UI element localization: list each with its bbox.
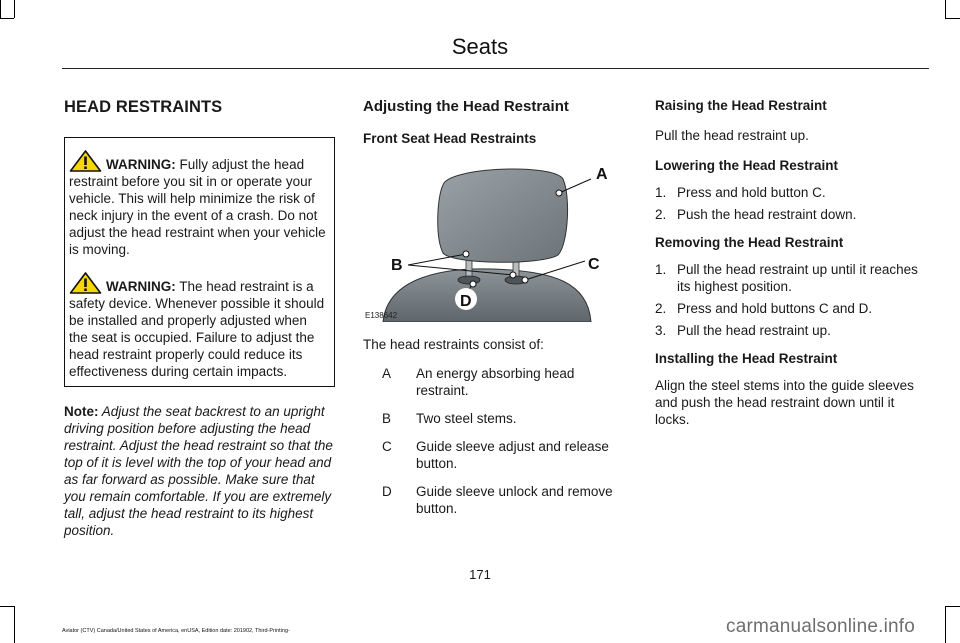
warning-label: WARNING: bbox=[106, 279, 176, 294]
warning-text: Fully adjust the head restraint before you sit in or operate your vehicle. This will help minimize the risk of neck injury in the event of a crash. Do not adjust the head restraint when your vehicle is moving. bbox=[69, 157, 326, 257]
column-right bbox=[655, 92, 927, 440]
page-header-title: Seats bbox=[451, 34, 509, 59]
callout-C: C bbox=[588, 256, 600, 273]
legend-item bbox=[363, 410, 625, 427]
column-middle bbox=[363, 92, 625, 528]
figure-code: E138642 bbox=[365, 311, 398, 320]
warning-triangle-icon bbox=[69, 272, 102, 294]
legend-key: B bbox=[382, 411, 392, 426]
legend-text: Guide sleeve unlock and remove button. bbox=[416, 484, 613, 516]
head-restraint-drawing bbox=[363, 157, 625, 322]
legend-text: An energy absorbing head restraint. bbox=[416, 366, 575, 398]
warning-1 bbox=[69, 150, 329, 258]
step-number: 1. bbox=[655, 185, 667, 200]
warning-text: The head restraint is a safety device. Whenever possible it should be installed and properly adjusted when the seat is occupied. Failure to adjust the head restraint properly could reduce its effectiveness during certain impacts. bbox=[69, 279, 325, 379]
legend-item bbox=[363, 438, 625, 472]
callout-A: A bbox=[596, 166, 608, 183]
removing-steps bbox=[655, 261, 927, 339]
note-label: Note: bbox=[64, 404, 99, 419]
warning-label: WARNING: bbox=[106, 157, 176, 172]
raising-text: Pull the head restraint up. bbox=[655, 128, 809, 143]
step-text: Press and hold button C. bbox=[677, 185, 826, 200]
legend-list bbox=[363, 365, 625, 517]
step-number: 1. bbox=[655, 262, 667, 277]
subsection-title: Adjusting the Head Restraint bbox=[363, 98, 569, 115]
column-left bbox=[64, 92, 335, 551]
crop-mark bbox=[14, 606, 15, 643]
step-number: 3. bbox=[655, 323, 667, 338]
installing-title: Installing the Head Restraint bbox=[655, 351, 838, 366]
callout-B: B bbox=[391, 257, 403, 274]
legend-intro: The head restraints consist of: bbox=[363, 337, 544, 352]
figure-heading: Front Seat Head Restraints bbox=[363, 131, 537, 146]
removing-title: Removing the Head Restraint bbox=[655, 235, 844, 250]
legend-key: A bbox=[382, 366, 392, 381]
legend-text: Guide sleeve adjust and release button. bbox=[416, 439, 609, 471]
step-text: Press and hold buttons C and D. bbox=[677, 301, 873, 316]
head-restraint-illustration bbox=[363, 157, 625, 322]
step-text: Push the head restraint down. bbox=[677, 207, 857, 222]
installing-text: Align the steel stems into the guide sleeves and push the head restraint down until it locks. bbox=[655, 378, 914, 427]
step-text: Pull the head restraint up. bbox=[677, 323, 831, 338]
crop-mark bbox=[0, 606, 14, 607]
crop-mark bbox=[945, 606, 946, 643]
raising-title: Raising the Head Restraint bbox=[655, 98, 827, 113]
note-paragraph bbox=[64, 403, 335, 539]
header-divider bbox=[62, 68, 929, 69]
callout-D: D bbox=[460, 293, 472, 310]
crop-mark bbox=[0, 18, 14, 19]
lowering-title: Lowering the Head Restraint bbox=[655, 158, 839, 173]
warning-box bbox=[64, 137, 335, 387]
list-item bbox=[655, 300, 927, 317]
legend-key: C bbox=[382, 439, 392, 454]
crop-mark bbox=[0, 0, 1, 18]
footer-text: Aviator (CTV) Canada/United States of America, enUSA, Edition date: 201902, Third-Printing- bbox=[62, 628, 290, 634]
crop-mark bbox=[945, 18, 960, 19]
legend-key: D bbox=[382, 484, 392, 499]
note-text: Adjust the seat backrest to an upright driving position before adjusting the head restraint. Adjust the head restraint so that the top of it is level with the top of your head and as far forward as possible. Make sure that you remain comfortable. If you are extremely tall, adjust the head restraint to its highest position. bbox=[64, 404, 333, 538]
page-number: 171 bbox=[469, 567, 491, 582]
list-item bbox=[655, 261, 927, 295]
section-title: HEAD RESTRAINTS bbox=[64, 98, 223, 116]
warning-2 bbox=[69, 272, 329, 380]
crop-mark bbox=[14, 0, 15, 18]
list-item bbox=[655, 206, 927, 223]
legend-text: Two steel stems. bbox=[416, 411, 517, 426]
step-number: 2. bbox=[655, 207, 667, 222]
step-text: Pull the head restraint up until it reaches its highest position. bbox=[677, 262, 918, 294]
warning-triangle-icon bbox=[69, 150, 102, 172]
watermark: carmanualsonline.info bbox=[726, 616, 916, 637]
crop-mark bbox=[945, 606, 960, 607]
list-item bbox=[655, 184, 927, 201]
list-item bbox=[655, 322, 927, 339]
legend-item bbox=[363, 483, 625, 517]
lowering-steps bbox=[655, 184, 927, 223]
step-number: 2. bbox=[655, 301, 667, 316]
legend-item bbox=[363, 365, 625, 399]
crop-mark bbox=[945, 0, 946, 18]
